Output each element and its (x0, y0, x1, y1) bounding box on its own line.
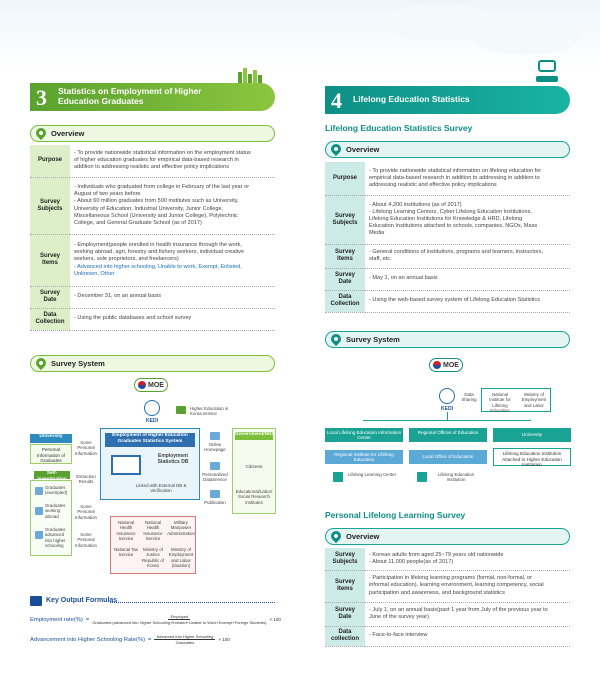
taegeuk-icon (433, 361, 441, 369)
formula-icon (30, 596, 42, 606)
table-row (325, 570, 570, 602)
label-text: Date (338, 279, 352, 285)
monitor-icon (111, 455, 141, 475)
value-line: - Individuals who graduated from college in February of the last year or (74, 184, 250, 191)
external-agencies-box (110, 516, 196, 574)
label-text: Data (338, 294, 352, 301)
building-icon (417, 472, 427, 482)
regional-offices-label: Regional Offices of Education (409, 428, 487, 442)
denominator: Graduates-(advanced into Higher Schooling+Enlisted+Unable to Work+Exempt+Foreign Students) (92, 620, 267, 625)
personal-info-label: Personal Information of Graduates (36, 447, 66, 463)
value-line: - December 31, on an annual basis (74, 293, 162, 300)
value-line: - To provide nationwide statistical information on the employment status (74, 150, 251, 157)
section-4-header (325, 86, 570, 114)
ministry-label: Ministry of Employment and Labor (521, 392, 547, 408)
books-icon (238, 66, 264, 84)
employment-rate-formula: Employment rate(%) = Employed Graduates-(advanced into Higher Schooling+Enlisted+Unable to Work+Exempt+Foreign Students) × 100 (30, 614, 281, 625)
statistics-system-box (100, 428, 200, 500)
value-line: - Using the public databases and school survey (74, 315, 192, 322)
formula-label: Advancement into Higher Schooling Rate(%) (30, 636, 146, 643)
table-row (325, 290, 570, 312)
value-line: - Advanced into higher schooling, Unable to work, Exempt, Enlisted, (74, 263, 242, 270)
university-label: University (30, 434, 72, 443)
label-text: Data (43, 312, 57, 319)
label-text: Survey (334, 272, 355, 279)
label-text: Subjects (332, 558, 358, 565)
location-pin-icon (34, 356, 48, 370)
value-line: staff, etc. (369, 256, 392, 262)
overview-table-right-2 (325, 548, 570, 647)
cloud-decoration (470, 15, 580, 55)
row-value (70, 177, 275, 234)
overview-header-left (30, 125, 275, 142)
person-icon (35, 531, 43, 539)
agency-label: National Health Insurance Service (116, 520, 136, 541)
graduates-advanced-label: Graduates advanced into higher schooling (45, 527, 66, 548)
overview-table-right (325, 162, 570, 313)
label-text: collection (330, 636, 359, 642)
row-label (30, 234, 70, 286)
value-line: addressing realistic and effective policy implications (369, 181, 497, 188)
row-label (325, 548, 365, 570)
value-line: - About 11,000 people(as of 2017) (369, 558, 454, 565)
value-line: working abroad, agri, forestry and fishery workers, individual creative (74, 249, 245, 256)
person-icon (35, 487, 43, 495)
side-label: Extraction Results (76, 474, 96, 485)
edu-institution-label: Lifelong Education Institution (437, 472, 475, 483)
table-row (30, 308, 275, 330)
multiplier: × 100 (269, 617, 281, 622)
kedi-logo-icon (144, 400, 160, 416)
value-line: - General conditions of institutions, programs and learners, instructors, (369, 248, 544, 255)
section-title-line-2: Education Graduates (58, 96, 144, 106)
section-title-line-1: Statistics on Employment of Higher (58, 86, 202, 97)
value-line: - About 60 million graduates from 590 institutes such as University, (74, 198, 239, 205)
row-value (365, 195, 570, 244)
label-text: Items (337, 256, 353, 262)
local-center-label: Local Lifelong Education Information Center (326, 430, 402, 441)
label-text: Survey (334, 607, 355, 614)
agency-label: Ministry of Employment and Labor (taxation) (168, 547, 194, 568)
formulas-divider (110, 602, 275, 603)
row-label (325, 195, 365, 244)
person-icon (35, 507, 43, 515)
section-title: Lifelong Education Statistics (353, 94, 470, 105)
publication-icon (210, 490, 220, 498)
row-label (325, 626, 365, 646)
online-label: Online Homepage (204, 442, 226, 453)
row-label (30, 286, 70, 308)
sign-icon (536, 60, 558, 84)
people-icon (176, 406, 186, 414)
overview-table-left (30, 145, 275, 331)
label-text: Date (338, 614, 352, 620)
location-pin-icon (329, 142, 343, 156)
row-value (365, 290, 570, 312)
value-line: - To provide nationwide statistical information on lifelong education for (369, 167, 542, 174)
self-investigation-label: Self- (34, 471, 70, 479)
value-line: Miscellaneous School (University and Junior College), Polytechnic (74, 212, 238, 219)
value-line: - May 1, on an annual basis (369, 275, 438, 282)
value-line: participation and awareness, and background statistics (369, 589, 505, 596)
row-label (325, 570, 365, 602)
kedi-logo-icon (439, 388, 455, 404)
table-row (30, 286, 275, 308)
row-label (325, 162, 365, 195)
value-line: addition to addressing realistic and effective policy implications (74, 164, 230, 171)
survey-2-title: Personal Lifelong Learning Survey (325, 510, 466, 520)
connector-line (447, 412, 448, 420)
value-line: - July 1, on an annual basis(past 1 year from July of the previous year to (369, 606, 548, 613)
edu-labor-label: Educational/Labor/ Social Research Institutes (235, 489, 273, 505)
label-text: Date (43, 297, 57, 303)
label-text: Collection (330, 301, 360, 307)
value-line: of higher education graduates for empirical data-based research in (74, 157, 239, 164)
moe-label: MOE (443, 361, 459, 369)
table-row (30, 145, 275, 177)
value-line: University of Education, Industrial University, Junior College, (74, 205, 224, 212)
survey-system-diagram-right (325, 352, 575, 497)
agency-label: Ministry of Justice Republic of Korea (142, 547, 164, 568)
row-value (365, 244, 570, 268)
gov-ngo-label: Government/NGO (235, 432, 273, 440)
nile-label: National Institute for Lifelong Education (489, 392, 511, 413)
label-text: Purpose (332, 174, 357, 181)
building-icon (333, 472, 343, 482)
row-value (70, 145, 275, 177)
table-row (325, 162, 570, 195)
value-line: Lifelong Education Institutions for Knowledge & HRD, Lifelong (369, 215, 523, 222)
value-line: informal education), learning environment, learning competency, social (369, 582, 544, 589)
side-label: Some Personal Information (75, 440, 97, 456)
moe-badge (134, 378, 168, 392)
location-pin-icon (329, 529, 343, 543)
partners-box (481, 388, 551, 412)
value-line: empirical data-based research in addition to addressing in addition to (369, 174, 540, 181)
linked-label: Linked with External DB & Verification (135, 483, 187, 494)
survey-system-header-right (325, 331, 570, 348)
row-value (365, 268, 570, 290)
row-value (365, 570, 570, 602)
label-text: Data (338, 629, 352, 636)
row-value (70, 308, 275, 330)
personal-info-box (30, 444, 72, 464)
survey-system-title: Survey System (51, 359, 105, 368)
formulas-title: Key Output Formulas (46, 597, 118, 604)
publication-label: Publication (204, 500, 226, 505)
table-row (325, 268, 570, 290)
section-number: 4 (331, 88, 342, 113)
graduates-abroad-label: Graduates working abroad (45, 503, 66, 519)
overview-title: Overview (346, 532, 380, 541)
label-text: Subjects (332, 219, 358, 226)
row-value (365, 626, 570, 646)
value-line: - Face-to-face interview (369, 632, 428, 639)
label-text: Purpose (37, 157, 62, 164)
value-line: - Participation in lifelong learning programs (formal, non-formal, or (369, 575, 532, 582)
fraction (92, 614, 266, 625)
stats-db-label: Employment Statistics DB (157, 453, 189, 465)
regional-institute-label: Regional Institute for Lifelong Education (325, 450, 403, 464)
taegeuk-icon (138, 381, 146, 389)
table-row (325, 244, 570, 268)
value-line: - Korean adults from aged 25~79 years old nationwide (369, 551, 504, 558)
learning-center-label: Lifelong Learning Center (347, 472, 397, 477)
value-line: workers, sole proprietors, and freelancers) (74, 256, 179, 263)
value-line: Unknown, Other (74, 270, 115, 277)
row-label (30, 308, 70, 330)
label-text: Items (42, 260, 58, 266)
kedi-label: KEDI (146, 418, 158, 424)
row-value (365, 162, 570, 195)
survey-system-diagram-left (30, 376, 280, 591)
row-label (30, 145, 70, 177)
table-row (325, 626, 570, 646)
label-text: Survey (334, 551, 355, 558)
table-row (30, 234, 275, 286)
side-label: Some Personal Information (75, 532, 97, 548)
lifelong-institution-label: Lifelong Education Institution Attached to Higher Education Institution (493, 448, 571, 466)
row-value (70, 234, 275, 286)
higher-education-label: Higher Education in Korea service (190, 406, 229, 417)
value-line: - Using the web-based survey system of Lifelong Education Statistics (369, 297, 541, 304)
row-value (365, 548, 570, 570)
users-box (232, 428, 276, 514)
agency-label: National Health Insurance Service (143, 520, 163, 541)
value-line: - Lifelong Learning Centers, Cyber Lifelong Education Institutions, (369, 208, 532, 215)
label-text: Survey (39, 253, 60, 260)
label-text: Survey (39, 290, 60, 297)
location-pin-icon (329, 332, 343, 346)
service-icon (210, 462, 220, 470)
survey-1-title: Lifelong Education Statistics Survey (325, 123, 473, 133)
row-label (325, 602, 365, 626)
row-label (325, 290, 365, 312)
row-label (325, 268, 365, 290)
table-row (30, 177, 275, 234)
moe-badge (429, 358, 463, 372)
homepage-icon (210, 432, 220, 440)
value-line: June of the survey year) (369, 614, 430, 620)
value-line: August of two years before (74, 191, 141, 198)
table-row (325, 548, 570, 570)
row-label (30, 177, 70, 234)
numerator: Advanced into Higher Schooling (156, 634, 214, 639)
overview-header-right (325, 141, 570, 158)
agency-label: Military Manpower Administration (167, 520, 195, 536)
row-value (365, 602, 570, 626)
fraction (154, 634, 215, 645)
data-sharing-label: Data Sharing (461, 392, 477, 403)
graduates-box (30, 480, 72, 556)
label-text: Items (337, 586, 353, 592)
system-title: Employment of Higher Education Graduates Statistics System (105, 433, 195, 447)
survey-system-title: Survey System (346, 335, 400, 344)
overview-header-right-2 (325, 528, 570, 545)
overview-title: Overview (51, 129, 85, 138)
label-text: Survey (334, 212, 355, 219)
value-line: - Employment(people enrolled in health insurance through the work, (74, 242, 242, 249)
label-text: Collection (35, 319, 65, 325)
value-line: College, and General Graduate School (as of 2017) (74, 219, 202, 226)
row-label (325, 244, 365, 268)
agency-label: National Tax Service (113, 547, 139, 558)
location-pin-icon (34, 126, 48, 140)
connector-line (363, 420, 531, 421)
value-line: Education Institutions attached to schools, companies, NGOs, Mass (369, 223, 538, 230)
value-line: Media (369, 230, 385, 237)
survey-system-header-left (30, 355, 275, 372)
overview-title: Overview (346, 145, 380, 154)
advancement-rate-formula: Advancement into Higher Schooling Rate(%) = $\frac{\text{Advanced into Higher Schooling}}{\text{Graduates}}$ × 100 (30, 634, 230, 645)
label-text: Survey (39, 198, 60, 205)
table-row (325, 602, 570, 626)
graduates-exempted-label: Graduates (exempted) (45, 485, 68, 496)
multiplier: × 100 (218, 637, 230, 642)
local-office-label: Local Office of Education (409, 450, 487, 464)
row-value (70, 286, 275, 308)
section-number: 3 (36, 85, 47, 110)
label-text: Survey (334, 249, 355, 256)
personalized-label: Personalized DataService (202, 472, 228, 483)
label-text: Survey (334, 579, 355, 586)
table-row (325, 195, 570, 244)
side-label: Some Personal Information (75, 504, 97, 520)
value-line: - About 4,200 institutions (as of 2017) (369, 201, 462, 208)
moe-label: MOE (148, 381, 164, 389)
university-label: University (493, 428, 571, 442)
citizens-label: Citizens (245, 465, 263, 470)
label-text: Subjects (37, 205, 63, 212)
numerator: Employed (170, 614, 189, 619)
kedi-label: KEDI (441, 406, 453, 412)
section-3-header (30, 83, 275, 111)
denominator: Graduates (175, 640, 195, 645)
formula-label: Employment rate(%) (30, 616, 83, 623)
